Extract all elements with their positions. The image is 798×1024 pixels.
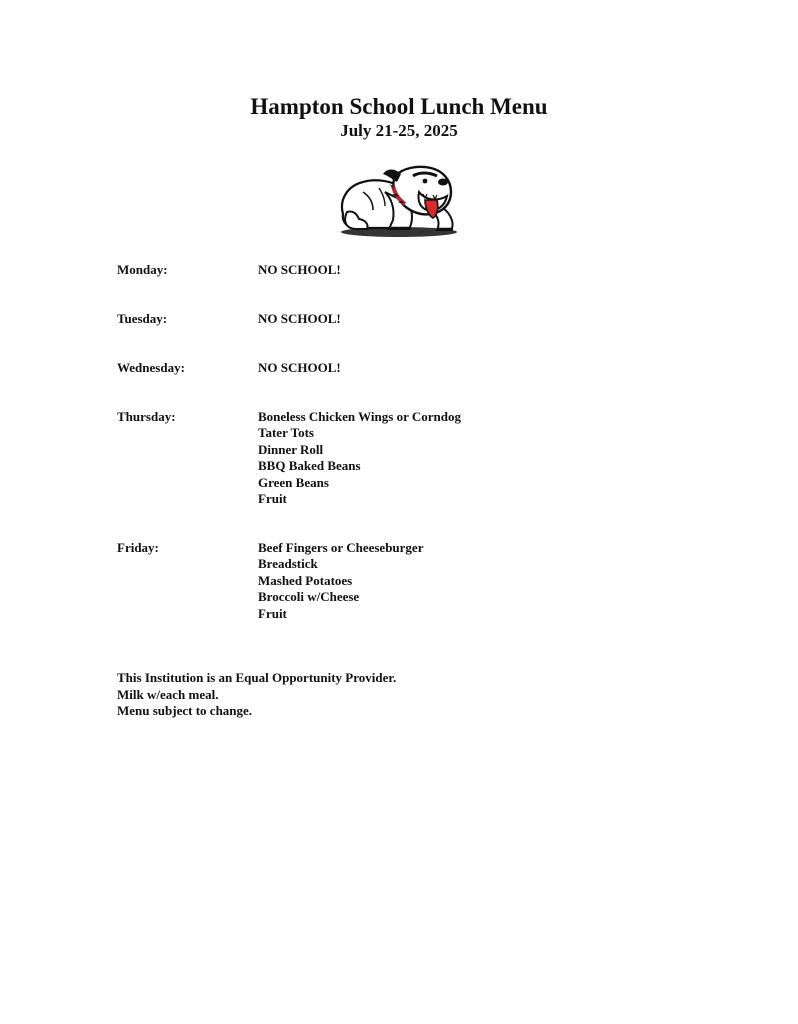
menu-item: BBQ Baked Beans xyxy=(258,458,361,474)
menu-items xyxy=(258,409,461,507)
menu-item: Tater Tots xyxy=(258,425,314,441)
date-range: July 21-25, 2025 xyxy=(340,121,458,140)
footer-notes xyxy=(117,670,396,720)
menu-item: Mashed Potatoes xyxy=(258,572,353,588)
menu-item: Dinner Roll xyxy=(258,441,324,457)
menu-item: Fruit xyxy=(258,605,287,621)
menu-item: Beef Fingers or Cheeseburger xyxy=(258,540,424,555)
milk-note: Milk w/each meal. xyxy=(117,686,219,702)
menu-item: Green Beans xyxy=(258,474,329,490)
menu-items xyxy=(258,262,341,278)
menu-item: Breadstick xyxy=(258,556,318,572)
menu-items xyxy=(258,540,423,622)
menu-item: Fruit xyxy=(258,491,287,507)
bulldog-mascot-icon xyxy=(333,162,463,238)
change-note: Menu subject to change. xyxy=(117,703,253,719)
menu-item: Broccoli w/Cheese xyxy=(258,589,360,605)
day-label: Friday: xyxy=(117,540,159,555)
day-label: Wednesday: xyxy=(117,360,185,375)
menu-item: NO SCHOOL! xyxy=(258,360,341,375)
day-label: Monday: xyxy=(117,262,168,277)
menu-item: NO SCHOOL! xyxy=(258,262,341,277)
menu-items xyxy=(258,311,341,327)
day-label: Tuesday: xyxy=(117,311,168,326)
equal-opportunity-note: This Institution is an Equal Opportunity Provider. xyxy=(117,670,397,685)
day-label: Thursday: xyxy=(117,409,176,424)
menu-item: NO SCHOOL! xyxy=(258,311,341,326)
menu-items xyxy=(258,360,341,376)
menu-item: Boneless Chicken Wings or Corndog xyxy=(258,409,461,424)
page-title: Hampton School Lunch Menu xyxy=(250,94,548,119)
